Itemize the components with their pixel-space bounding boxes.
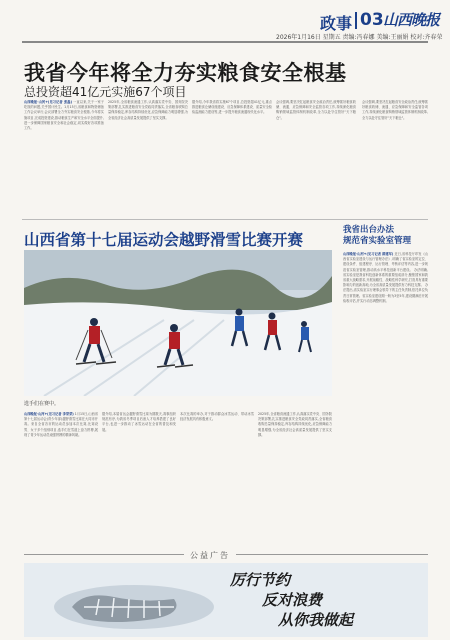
article1-column-2 [108, 100, 188, 214]
ad-rule-right [236, 554, 428, 555]
ad-rule-left [24, 554, 184, 555]
article2-lead: 山西晚报·山河+(见习记者 李荣荣) [24, 412, 74, 416]
article1-headline: 我省今年将全力夯实粮食安全根基 [24, 61, 347, 85]
sidebar-body1: 近日,省科技厅印发《山西省实验室建设与运行管理办法》,明确了省实验室的定位、建设条件、组建程序、运行管理、考核评估等内容,进一步规范省实验室管理,推动高水平科技创新平台建设。 [343, 252, 428, 272]
article1-body4: 会议强调,要坚决扛起粮食安全政治责任,统筹抓好粮食收储、流通、应急保障和安全监管各项工作,持续深化粮食购销领域监管体制机制改革,全力以赴守住管好"天下粮仓"。 [276, 100, 356, 120]
article2-body3: 本次比赛的举办,对于推动群众冰雪运动、带动冰雪经济发展具有积极意义。 [180, 412, 254, 422]
date-line: 2026年1月16日 星期五 责编:冯春娜 美编:王丽娟 校对:齐春荣 [276, 34, 443, 41]
ad-label: 公益广告 [190, 551, 230, 560]
ad-slogan-line1: 厉行节约 [230, 571, 291, 589]
article1-column-1 [24, 100, 104, 214]
article1-lead: 山西晚报·山河+(见习记者 张磊) [24, 100, 73, 104]
section-name: 政事 [320, 14, 353, 33]
article2-column-3 [180, 412, 254, 542]
ad-slogan-line2: 反对浪费 [262, 591, 323, 609]
ski-race-illustration [24, 250, 332, 396]
article2-body1: 1月15日,山西省第十七届运动会(青少年部)越野滑雪比赛在大同市开赛。来自全省各市的运动员参加本次比赛,比赛设男、女子多个组别项目,选手们在雪道上奋力拼搏,展现了青少年运动员顽强拼搏的精神风貌。 [24, 412, 98, 437]
sidebar-body3: 办法提出,省实验室实行理事会领导下的主任负责制,依托单位负责日常管理。省实验室建设期一般为3至5年,建设期满后开展验收评估,并实行动态调整机制。 [343, 283, 428, 303]
article2-column-2 [102, 412, 176, 542]
section-rule [22, 219, 428, 220]
article1-body2: 2025年,全省粮食流通工作,认真落实党中央、国务院决策部署,扎实推进粮食安全党政同责落实,全省粮食收购总量保持稳定,库存结构持续优化,应急保障能力明显增强,为全省经济社会高质量发展提供了坚实支撑。 [108, 100, 188, 120]
article1-body2-continued: 2025年,全省粮食流通工作,认真落实党中央、国务院决策部署,扎实推进粮食安全党政同责落实,全省粮食收购总量保持稳定,库存结构持续优化,应急保障能力明显增强,为全省经济社会高质量发展提供了坚实支撑。 [258, 412, 332, 437]
sidebar-body [343, 252, 428, 542]
newspaper-logo: 山西晚报 [383, 11, 440, 29]
sidebar-lead: 山西晚报·山河+(见习记者 薛建军) [343, 252, 394, 256]
sidebar-title-line1: 我省出台办法 [343, 225, 395, 235]
article2-body2: 据介绍,本届省运会越野滑雪比赛为期数天,赛事组织规范有序,为我省冬季项目后备人才培养搭建了良好平台,也进一步推动了冰雪运动在全省的普及和发展。 [102, 412, 176, 432]
article1-body3: 据介绍,今年我省将实施67个项目,总投资超41亿元,重点推进粮食仓储设施建设、应急保障体系建设、质量安全检验监测能力建设等,进一步提升粮食流通现代化水平。 [192, 100, 272, 115]
public-service-ad [24, 563, 428, 637]
article1-body4-continued: 会议强调,要坚决扛起粮食安全政治责任,统筹抓好粮食收储、流通、应急保障和安全监管各项工作,持续深化粮食购销领域监管体制机制改革,全力以赴守住管好"天下粮仓"。 [362, 100, 428, 120]
article1-column-5 [362, 100, 428, 214]
ski-race-photo [24, 250, 332, 396]
sidebar-title-line2: 规范省实验室管理 [343, 236, 412, 246]
masthead-divider [355, 12, 357, 29]
article2-column-4 [258, 412, 332, 542]
sidebar-title [343, 225, 411, 247]
article1-body1: 一直以来,关于一家子吃饭的问题,关乎国计民生。1月15日,省粮食和物资储备工作会议举行,会议部署全力夯实粮食安全根基,今年将实施项目,完成投资建设,推动粮食生产和安全水平全面提升,进一步保障国家粮食安全和社会稳定,切实做好各项准备工作。 [24, 100, 104, 131]
masthead-rule [22, 41, 428, 43]
article1-column-4 [276, 100, 356, 214]
article2-column-1 [24, 412, 98, 542]
article2-headline: 山西省第十七届运动会越野滑雪比赛开赛 [24, 231, 304, 249]
sidebar-body2: 办法明确,省实验室是我省科技创新体系的重要组成部分,聚焦国家和我省重大战略需求,开展前瞻性、战略性科学研究,打造具有重要影响力的创新高地,为全省高质量发展提供有力科技支撑。 [343, 267, 428, 288]
ad-background [24, 563, 428, 637]
photo-caption: 选手们在赛中。 [24, 401, 60, 407]
article1-column-3 [192, 100, 272, 214]
ad-slogan-line3: 从你我做起 [278, 611, 354, 629]
article1-subhead: 总投资超41亿元实施67个项目 [24, 85, 187, 99]
page-number: 03 [360, 10, 384, 30]
